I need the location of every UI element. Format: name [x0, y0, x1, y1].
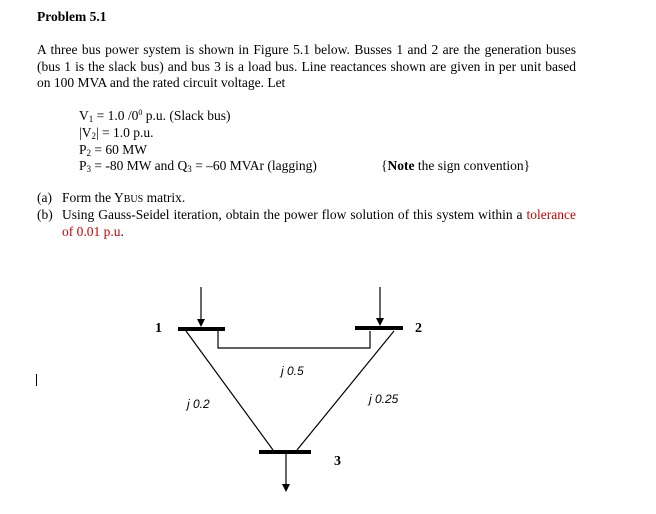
line-1-3-reactance: j 0.2	[187, 397, 210, 411]
tolerance-highlight: tolerance of 0.01 p.u	[62, 207, 576, 239]
bus-3-label: 3	[334, 454, 341, 469]
question-a-text: Form the YBUS matrix.	[62, 190, 186, 205]
line-2-3	[297, 331, 394, 450]
line-1-2-reactance: j 0.5	[281, 364, 304, 378]
bus-1-label: 1	[155, 321, 162, 336]
bus-2-label: 2	[415, 321, 422, 336]
sign-convention-note: {Note the sign convention}	[381, 158, 531, 173]
line-1-3	[186, 331, 273, 450]
given-v1: $V_1 = 1.0$ $/0^0$ p.u. (Slack bus)	[79, 108, 231, 124]
given-p3-q3: $P_3 = -80$ MW and $Q_3 = -60$ MVAr (lagging)	[79, 158, 317, 174]
question-b-label: (b)	[37, 207, 53, 222]
problem-title: Problem 5.1	[37, 9, 107, 24]
question-a-label: (a)	[37, 190, 52, 205]
line-2-3-reactance: j 0.25	[369, 392, 399, 406]
given-p2: $P_2 = 60$ MW	[79, 142, 147, 158]
question-b-text: Using Gauss-Seidel iteration, obtain the power flow solution of this system within a tolerance of 0.01 p.u.	[62, 207, 576, 239]
line-1-2	[218, 331, 370, 348]
problem-intro: A three bus power system is shown in Figure 5.1 below. Busses 1 and 2 are the generation buses (bus 1 is the slack bus) and bus 3 is a load bus. Line reactances shown are given in per unit based on 100 MVA and the rated circuit voltage. Let	[37, 42, 576, 90]
given-v2: $|V_2| = 1.0$ p.u.	[79, 125, 154, 141]
